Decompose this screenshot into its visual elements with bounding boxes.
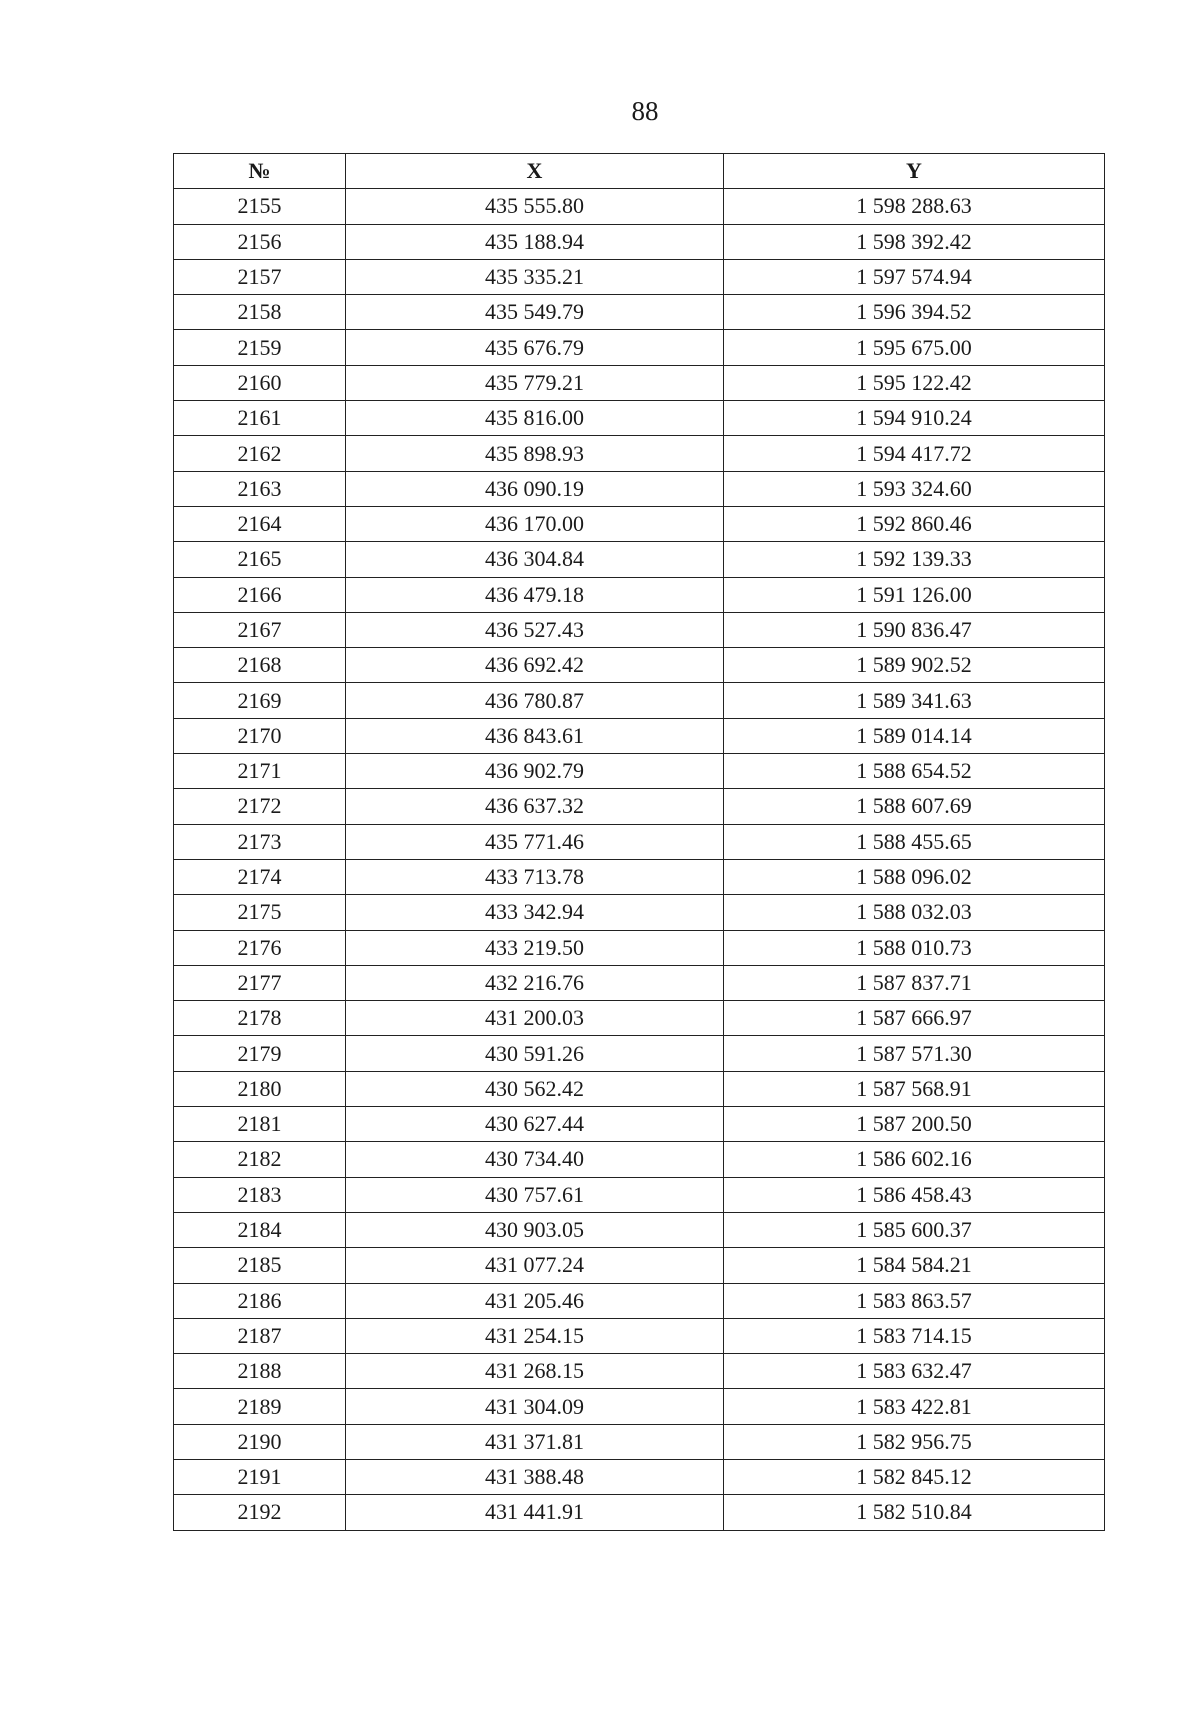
point-number-cell: 2189	[174, 1389, 346, 1424]
point-number-cell: 2159	[174, 330, 346, 365]
x-coordinate-cell: 435 898.93	[346, 436, 724, 471]
y-coordinate-cell: 1 583 632.47	[724, 1354, 1105, 1389]
y-coordinate-cell: 1 587 571.30	[724, 1036, 1105, 1071]
point-number-cell: 2155	[174, 189, 346, 224]
table-row	[174, 1459, 1105, 1494]
table-row	[174, 930, 1105, 965]
point-number-cell: 2163	[174, 471, 346, 506]
table-row	[174, 189, 1105, 224]
table-row	[174, 824, 1105, 859]
table-row	[174, 612, 1105, 647]
table-row	[174, 1424, 1105, 1459]
table-row	[174, 1177, 1105, 1212]
point-number-cell: 2176	[174, 930, 346, 965]
point-number-cell: 2168	[174, 648, 346, 683]
table-row	[174, 1071, 1105, 1106]
y-coordinate-cell: 1 582 956.75	[724, 1424, 1105, 1459]
point-number-cell: 2167	[174, 612, 346, 647]
point-number-cell: 2174	[174, 859, 346, 894]
point-number-cell: 2166	[174, 577, 346, 612]
x-coordinate-cell: 432 216.76	[346, 965, 724, 1000]
table-row	[174, 1142, 1105, 1177]
page-number: 88	[631, 96, 659, 126]
point-number-cell: 2157	[174, 259, 346, 294]
point-number-cell: 2156	[174, 224, 346, 259]
point-number-cell: 2180	[174, 1071, 346, 1106]
y-coordinate-cell: 1 594 910.24	[724, 401, 1105, 436]
point-number-cell: 2164	[174, 506, 346, 541]
y-coordinate-cell: 1 589 341.63	[724, 683, 1105, 718]
header-number: №	[174, 154, 346, 189]
y-coordinate-cell: 1 594 417.72	[724, 436, 1105, 471]
table-row	[174, 471, 1105, 506]
point-number-cell: 2190	[174, 1424, 346, 1459]
point-number-cell: 2182	[174, 1142, 346, 1177]
y-coordinate-cell: 1 598 392.42	[724, 224, 1105, 259]
y-coordinate-cell: 1 588 010.73	[724, 930, 1105, 965]
point-number-cell: 2187	[174, 1318, 346, 1353]
point-number-cell: 2191	[174, 1459, 346, 1494]
x-coordinate-cell: 436 479.18	[346, 577, 724, 612]
x-coordinate-cell: 431 205.46	[346, 1283, 724, 1318]
y-coordinate-cell: 1 587 837.71	[724, 965, 1105, 1000]
y-coordinate-cell: 1 587 568.91	[724, 1071, 1105, 1106]
y-coordinate-cell: 1 595 122.42	[724, 365, 1105, 400]
table-row	[174, 789, 1105, 824]
header-x: X	[346, 154, 724, 189]
table-row	[174, 542, 1105, 577]
x-coordinate-cell: 431 371.81	[346, 1424, 724, 1459]
y-coordinate-cell: 1 592 139.33	[724, 542, 1105, 577]
y-coordinate-cell: 1 597 574.94	[724, 259, 1105, 294]
y-coordinate-cell: 1 588 096.02	[724, 859, 1105, 894]
table-row	[174, 1354, 1105, 1389]
point-number-cell: 2183	[174, 1177, 346, 1212]
point-number-cell: 2162	[174, 436, 346, 471]
point-number-cell: 2161	[174, 401, 346, 436]
x-coordinate-cell: 435 779.21	[346, 365, 724, 400]
y-coordinate-cell: 1 586 602.16	[724, 1142, 1105, 1177]
point-number-cell: 2158	[174, 295, 346, 330]
point-number-cell: 2181	[174, 1107, 346, 1142]
table-row	[174, 895, 1105, 930]
x-coordinate-cell: 433 219.50	[346, 930, 724, 965]
point-number-cell: 2192	[174, 1495, 346, 1530]
table-row	[174, 259, 1105, 294]
x-coordinate-cell: 431 441.91	[346, 1495, 724, 1530]
table-row	[174, 718, 1105, 753]
table-header	[174, 154, 1105, 189]
x-coordinate-cell: 430 627.44	[346, 1107, 724, 1142]
x-coordinate-cell: 431 077.24	[346, 1248, 724, 1283]
x-coordinate-cell: 435 771.46	[346, 824, 724, 859]
point-number-cell: 2186	[174, 1283, 346, 1318]
y-coordinate-cell: 1 588 654.52	[724, 754, 1105, 789]
x-coordinate-cell: 436 304.84	[346, 542, 724, 577]
x-coordinate-cell: 436 090.19	[346, 471, 724, 506]
x-coordinate-cell: 431 388.48	[346, 1459, 724, 1494]
table-row	[174, 1001, 1105, 1036]
x-coordinate-cell: 436 170.00	[346, 506, 724, 541]
y-coordinate-cell: 1 587 200.50	[724, 1107, 1105, 1142]
point-number-cell: 2175	[174, 895, 346, 930]
table-row	[174, 1036, 1105, 1071]
point-number-cell: 2185	[174, 1248, 346, 1283]
table-row	[174, 1248, 1105, 1283]
x-coordinate-cell: 431 268.15	[346, 1354, 724, 1389]
x-coordinate-cell: 435 549.79	[346, 295, 724, 330]
x-coordinate-cell: 436 527.43	[346, 612, 724, 647]
x-coordinate-cell: 430 903.05	[346, 1212, 724, 1247]
point-number-cell: 2179	[174, 1036, 346, 1071]
table-row	[174, 1107, 1105, 1142]
table-row	[174, 754, 1105, 789]
point-number-cell: 2188	[174, 1354, 346, 1389]
table-row	[174, 577, 1105, 612]
y-coordinate-cell: 1 582 510.84	[724, 1495, 1105, 1530]
point-number-cell: 2169	[174, 683, 346, 718]
x-coordinate-cell: 433 713.78	[346, 859, 724, 894]
point-number-cell: 2173	[174, 824, 346, 859]
y-coordinate-cell: 1 588 032.03	[724, 895, 1105, 930]
table-body	[174, 189, 1105, 1530]
point-number-cell: 2184	[174, 1212, 346, 1247]
y-coordinate-cell: 1 595 675.00	[724, 330, 1105, 365]
x-coordinate-cell: 435 555.80	[346, 189, 724, 224]
table-row	[174, 330, 1105, 365]
x-coordinate-cell: 436 843.61	[346, 718, 724, 753]
table-row	[174, 401, 1105, 436]
point-number-cell: 2177	[174, 965, 346, 1000]
x-coordinate-cell: 435 676.79	[346, 330, 724, 365]
x-coordinate-cell: 435 188.94	[346, 224, 724, 259]
y-coordinate-cell: 1 596 394.52	[724, 295, 1105, 330]
table-row	[174, 965, 1105, 1000]
table-row	[174, 295, 1105, 330]
point-number-cell: 2171	[174, 754, 346, 789]
y-coordinate-cell: 1 598 288.63	[724, 189, 1105, 224]
header-y: Y	[724, 154, 1105, 189]
point-number-cell: 2170	[174, 718, 346, 753]
y-coordinate-cell: 1 582 845.12	[724, 1459, 1105, 1494]
table-row	[174, 1212, 1105, 1247]
x-coordinate-cell: 430 757.61	[346, 1177, 724, 1212]
y-coordinate-cell: 1 591 126.00	[724, 577, 1105, 612]
y-coordinate-cell: 1 583 863.57	[724, 1283, 1105, 1318]
table-row	[174, 648, 1105, 683]
table-row	[174, 1495, 1105, 1530]
y-coordinate-cell: 1 592 860.46	[724, 506, 1105, 541]
point-number-cell: 2172	[174, 789, 346, 824]
y-coordinate-cell: 1 583 422.81	[724, 1389, 1105, 1424]
x-coordinate-cell: 436 780.87	[346, 683, 724, 718]
table-row	[174, 506, 1105, 541]
table-row	[174, 1389, 1105, 1424]
table-row	[174, 859, 1105, 894]
header-row	[174, 154, 1105, 189]
table-row	[174, 224, 1105, 259]
x-coordinate-cell: 430 562.42	[346, 1071, 724, 1106]
table-row	[174, 683, 1105, 718]
x-coordinate-cell: 431 200.03	[346, 1001, 724, 1036]
x-coordinate-cell: 435 335.21	[346, 259, 724, 294]
x-coordinate-cell: 436 637.32	[346, 789, 724, 824]
y-coordinate-cell: 1 588 455.65	[724, 824, 1105, 859]
y-coordinate-cell: 1 590 836.47	[724, 612, 1105, 647]
x-coordinate-cell: 430 734.40	[346, 1142, 724, 1177]
x-coordinate-cell: 435 816.00	[346, 401, 724, 436]
y-coordinate-cell: 1 587 666.97	[724, 1001, 1105, 1036]
table-row	[174, 365, 1105, 400]
x-coordinate-cell: 433 342.94	[346, 895, 724, 930]
y-coordinate-cell: 1 589 014.14	[724, 718, 1105, 753]
x-coordinate-cell: 436 692.42	[346, 648, 724, 683]
x-coordinate-cell: 431 304.09	[346, 1389, 724, 1424]
coordinates-table	[173, 153, 1105, 1531]
y-coordinate-cell: 1 586 458.43	[724, 1177, 1105, 1212]
point-number-cell: 2160	[174, 365, 346, 400]
table-row	[174, 436, 1105, 471]
x-coordinate-cell: 436 902.79	[346, 754, 724, 789]
y-coordinate-cell: 1 585 600.37	[724, 1212, 1105, 1247]
y-coordinate-cell: 1 589 902.52	[724, 648, 1105, 683]
x-coordinate-cell: 431 254.15	[346, 1318, 724, 1353]
table-row	[174, 1318, 1105, 1353]
point-number-cell: 2178	[174, 1001, 346, 1036]
x-coordinate-cell: 430 591.26	[346, 1036, 724, 1071]
point-number-cell: 2165	[174, 542, 346, 577]
y-coordinate-cell: 1 588 607.69	[724, 789, 1105, 824]
y-coordinate-cell: 1 583 714.15	[724, 1318, 1105, 1353]
y-coordinate-cell: 1 584 584.21	[724, 1248, 1105, 1283]
y-coordinate-cell: 1 593 324.60	[724, 471, 1105, 506]
table-row	[174, 1283, 1105, 1318]
